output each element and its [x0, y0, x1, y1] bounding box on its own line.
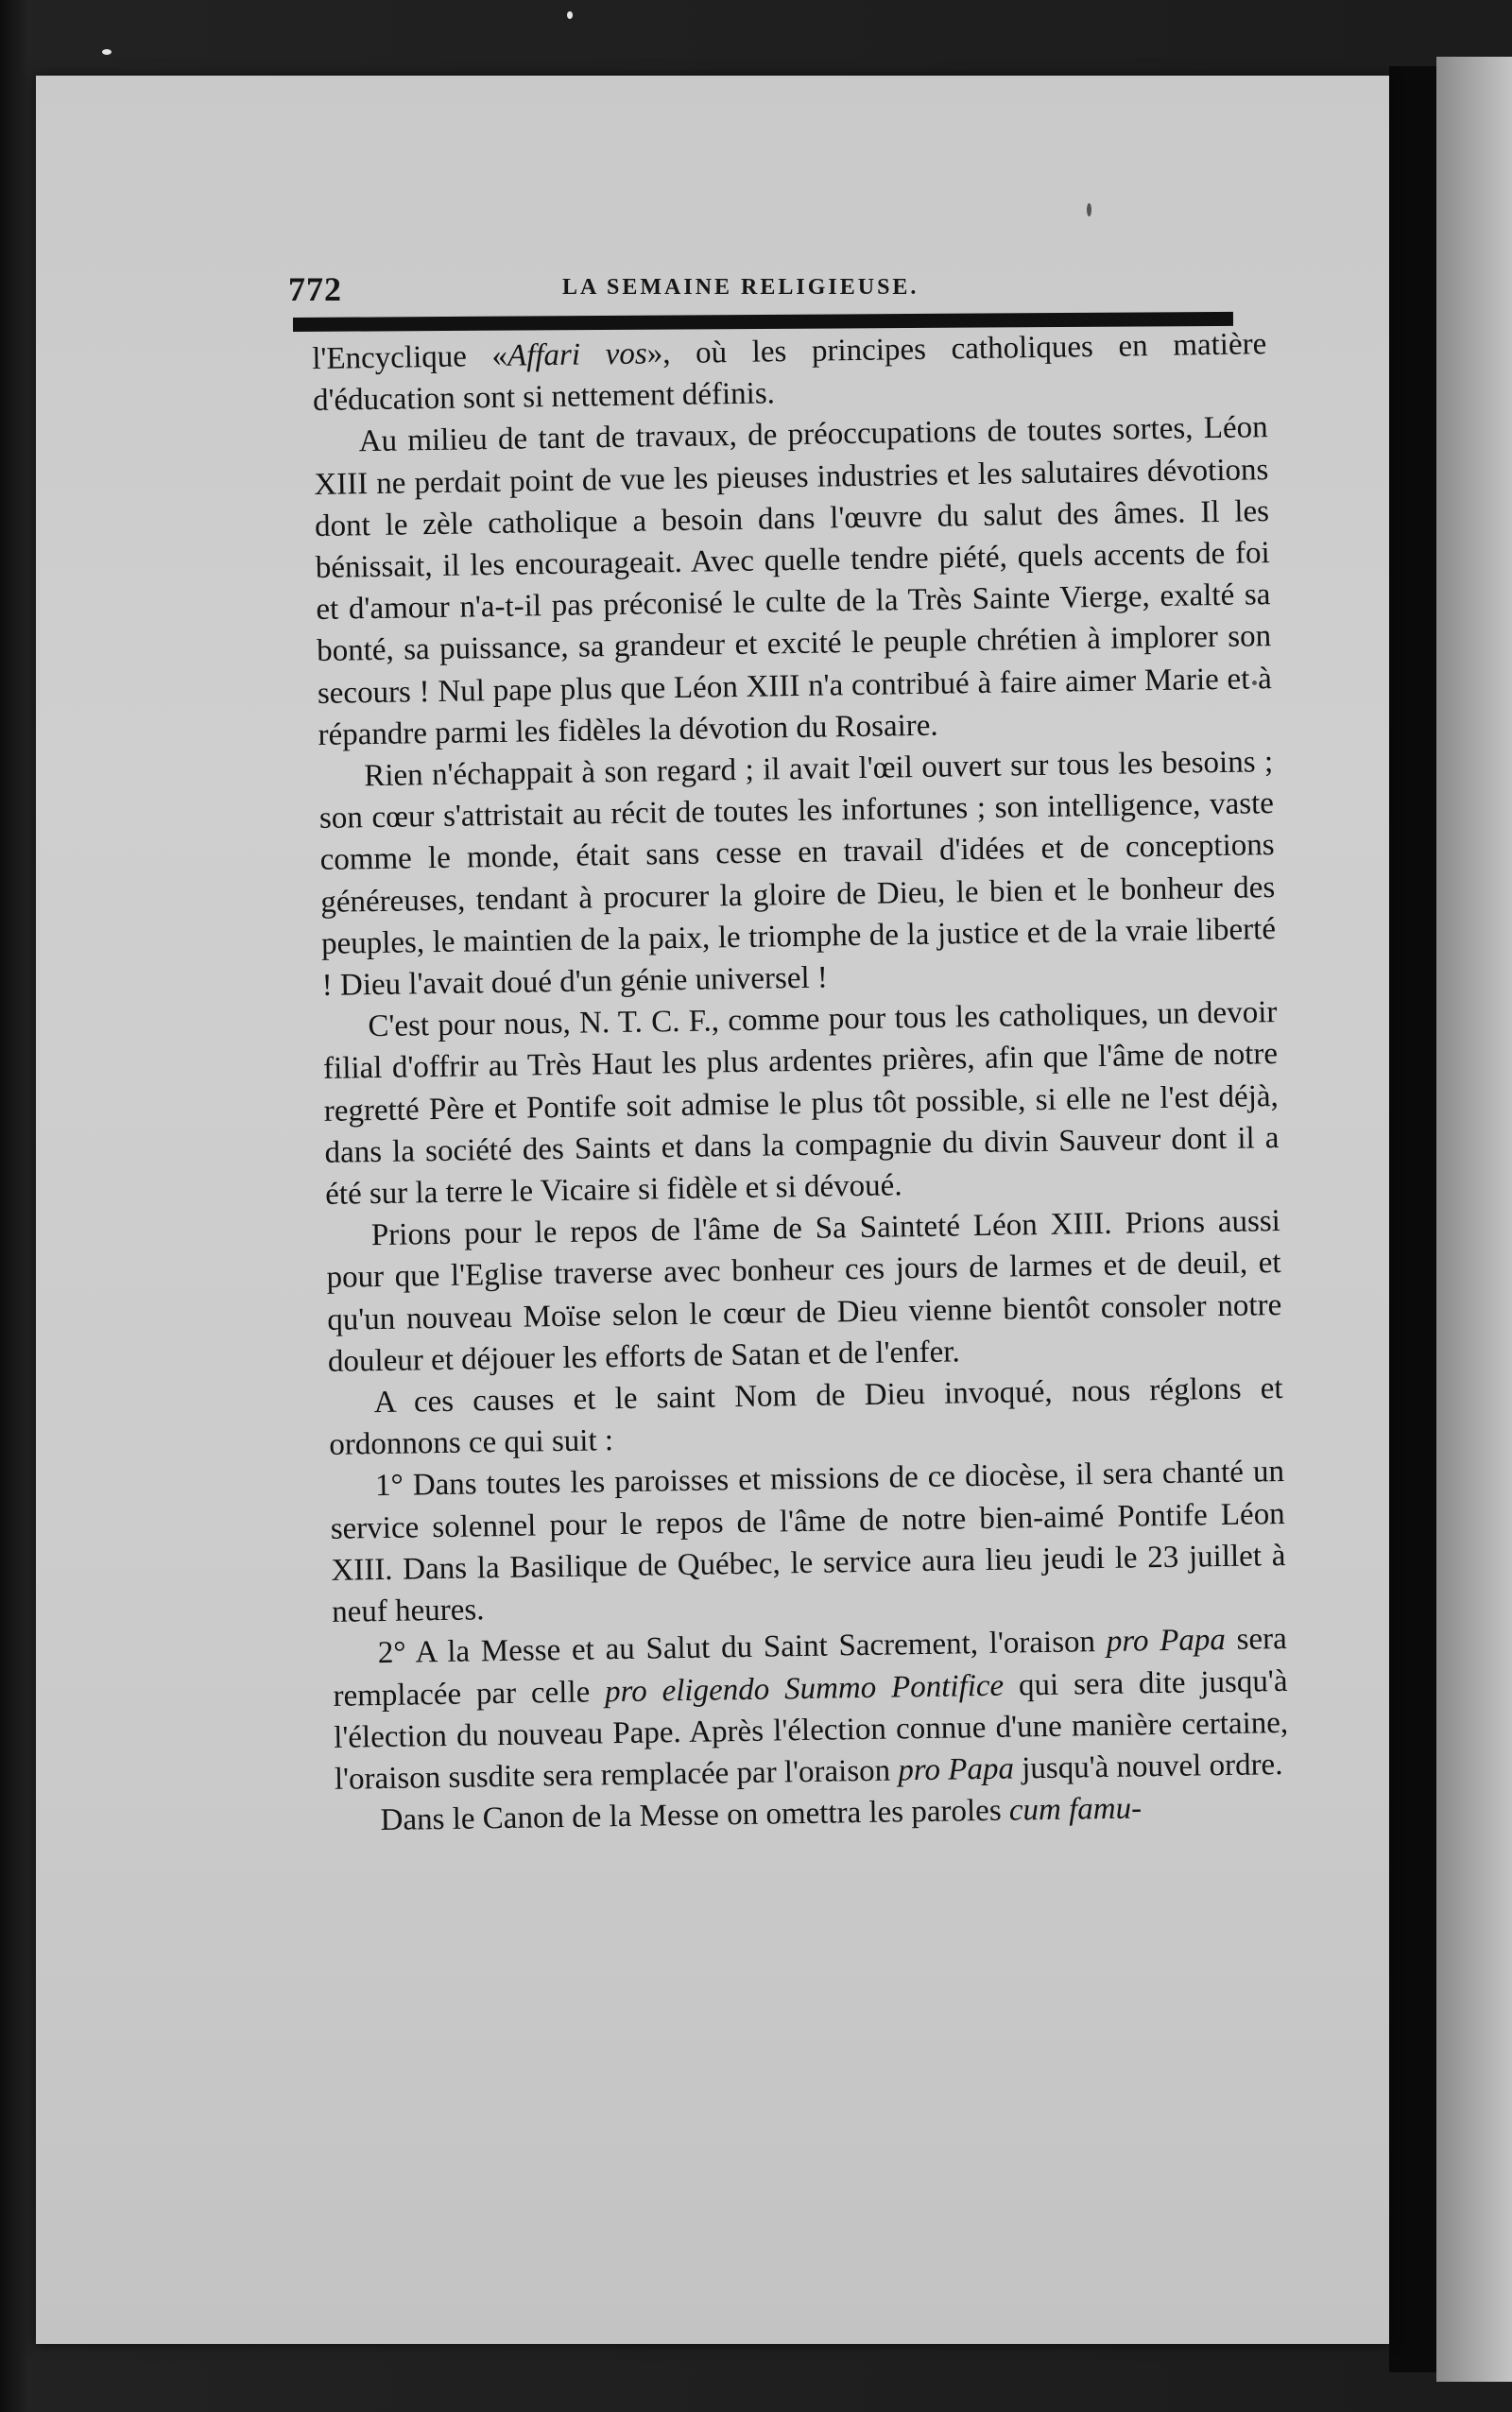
- text-run: », où les principes catholiques en matière d'éducation sont si nettement définis.: [312, 327, 1267, 419]
- paragraph: [322, 991, 1280, 1215]
- text-run: Dans le Canon de la Messe on omettra les paroles: [380, 1793, 1010, 1838]
- body-text: [312, 323, 1290, 1842]
- italic-text: pro Papa: [898, 1751, 1015, 1788]
- italic-text: pro eligendo Summo Pontifice: [604, 1668, 1005, 1709]
- text-run: l'Encyclique «: [312, 338, 508, 376]
- text-run: qui sera dite jusqu'à l'élection du nouveau Pape. Après l'élection connue d'une manière certaine, l'oraison susdite sera remplacée par l'oraison: [333, 1663, 1289, 1797]
- dust-speck: [1087, 203, 1091, 216]
- text-run: Au milieu de tant de travaux, de préoccupations de toutes sortes, Léon XIII ne perdait point de vue les pieuses industries et les salutaires dévotions dont le zèle catholique a besoin dans l'œuvre du salut des âmes. Il les bénissait, il les encourageait. Avec quelle tendre piété, quels accents de foi et d'amour n'a-t-il pas préconisé le culte de la Très Sainte Vierge, exalté sa bonté, sa puissance, sa grandeur et excité le peuple chrétien à implorer son secours ! Nul pape plus que Léon XIII n'a contribué à faire aimer Marie et à répandre parmi les fidèles la dévotion du Rosaire.: [314, 410, 1273, 752]
- paragraph: [313, 407, 1272, 756]
- text-run: Prions pour le repos de l'âme de Sa Sainteté Léon XIII. Prions aussi pour que l'Eglise traverse avec bonheur ces jours de larmes et de deuil, et qu'un nouveau Moïse selon le cœur de Dieu vienne bientôt consoler notre douleur et déjouer les efforts de Satan et de l'enfer.: [326, 1204, 1282, 1379]
- text-run: C'est pour nous, N. T. C. F., comme pour tous les catholiques, un devoir filial d'offrir au Très Haut les plus ardentes prières, afin que l'âme de notre regretté Père et Pontife soit admise le plus tôt possible, si elle ne l'est déjà, dans la société des Saints et dans la compagnie du divin Sauveur dont il a été sur la terre le Vicaire si fidèle et si dévoué.: [322, 995, 1280, 1212]
- italic-text: Affari vos: [507, 336, 647, 373]
- dust-speck: [102, 49, 112, 55]
- italic-text: pro Papa: [1106, 1623, 1227, 1660]
- paragraph: [326, 1200, 1283, 1383]
- paragraph: [333, 1618, 1290, 1800]
- dust-speck: [567, 11, 573, 19]
- text-run: A ces causes et le saint Nom de Dieu invoqué, nous réglons et ordonnons ce qui suit :: [329, 1371, 1283, 1463]
- text-run: jusqu'à nouvel ordre.: [1013, 1747, 1283, 1786]
- adjacent-page-edge: [1436, 57, 1512, 2382]
- journal-title: LA SEMAINE RELIGIEUSE.: [562, 275, 919, 300]
- paragraph: [312, 323, 1267, 422]
- text-run: sera remplacée par celle: [333, 1622, 1288, 1714]
- text-run: Rien n'échappait à son regard ; il avait l'œil ouvert sur tous les besoins ; son cœur s'attristait au récit de toutes les infortunes ; son intelligence, vaste comme le monde, était sans cesse en travail d'idées et de conceptions généreuses, tendant à procurer la gloire de Dieu, le bien et le bonheur des peuples, le maintien de la paix, le triomphe de la justice et de la vraie liberté ! Dieu l'avait doué d'un génie universel !: [318, 745, 1277, 1003]
- italic-text: cum famu-: [1008, 1791, 1143, 1828]
- page-number: 772: [288, 270, 342, 308]
- page-shadow-edge: [1389, 66, 1436, 2372]
- text-run: 1° Dans toutes les paroisses et missions de ce diocèse, il sera chanté un service solennel pour le repos de l'âme de notre bien-aimé Pontife Léon XIII. Dans la Basilique de Québec, le service aura lieu jeudi le 23 juillet à neuf heures.: [330, 1455, 1286, 1629]
- text-run: 2° A la Messe et au Salut du Saint Sacrement, l'oraison: [377, 1625, 1108, 1671]
- paragraph: [328, 1368, 1283, 1466]
- paragraph: [318, 741, 1277, 1007]
- running-head: [288, 269, 1233, 317]
- paragraph: [330, 1451, 1287, 1633]
